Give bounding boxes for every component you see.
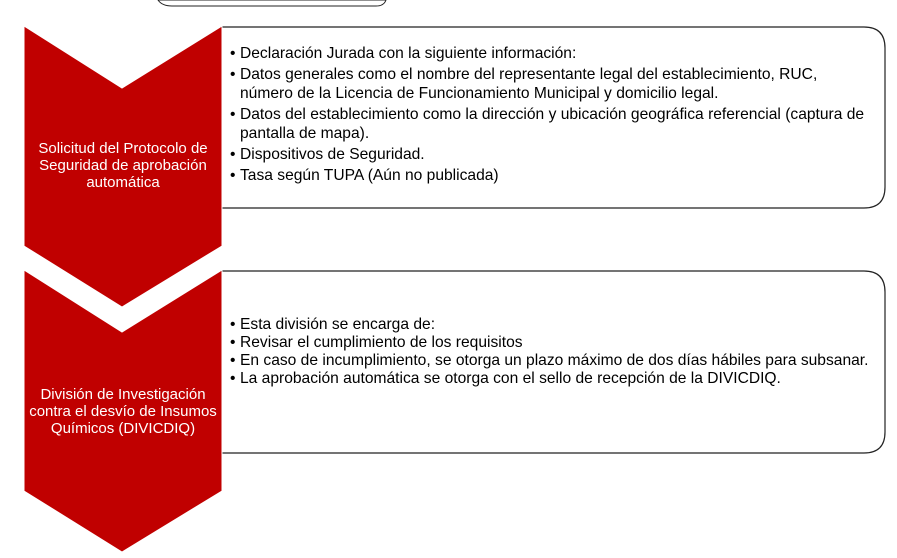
- step-1-label: [30, 130, 216, 200]
- bullet-item: • Declaración Jurada con la siguiente información:: [230, 44, 870, 63]
- step-2-bullet-list: [230, 316, 875, 388]
- bullet-item: • Datos del establecimiento como la dirección y ubicación geográfica referencial (captura de pantalla de mapa).: [230, 105, 870, 143]
- step-2-label: [26, 368, 220, 454]
- bullet-item: • En caso de incumplimiento, se otorga un plazo máximo de dos días hábiles para subsanar.: [230, 352, 875, 370]
- bullet-item: • Dispositivos de Seguridad.: [230, 145, 870, 164]
- bullet-item: • La aprobación automática se otorga con el sello de recepción de la DIVICDIQ.: [230, 370, 875, 388]
- step-2-label-text: División de Investigación contra el desvío de Insumos Químicos (DIVICDIQ): [29, 385, 217, 437]
- step-1-bullet-list: [230, 44, 870, 187]
- partial-shape-top: [158, 0, 386, 6]
- bullet-item: • Revisar el cumplimiento de los requisitos: [230, 334, 875, 352]
- bullet-item: • Esta división se encarga de:: [230, 316, 875, 334]
- bullet-item: • Tasa según TUPA (Aún no publicada): [230, 166, 870, 185]
- bullet-item: • Datos generales como el nombre del representante legal del establecimiento, RUC, número de la Licencia de Funcionamiento Municipal y domicilio legal.: [230, 65, 870, 103]
- step-1-label-text: Solicitud del Protocolo de Seguridad de aprobación automática: [38, 139, 208, 191]
